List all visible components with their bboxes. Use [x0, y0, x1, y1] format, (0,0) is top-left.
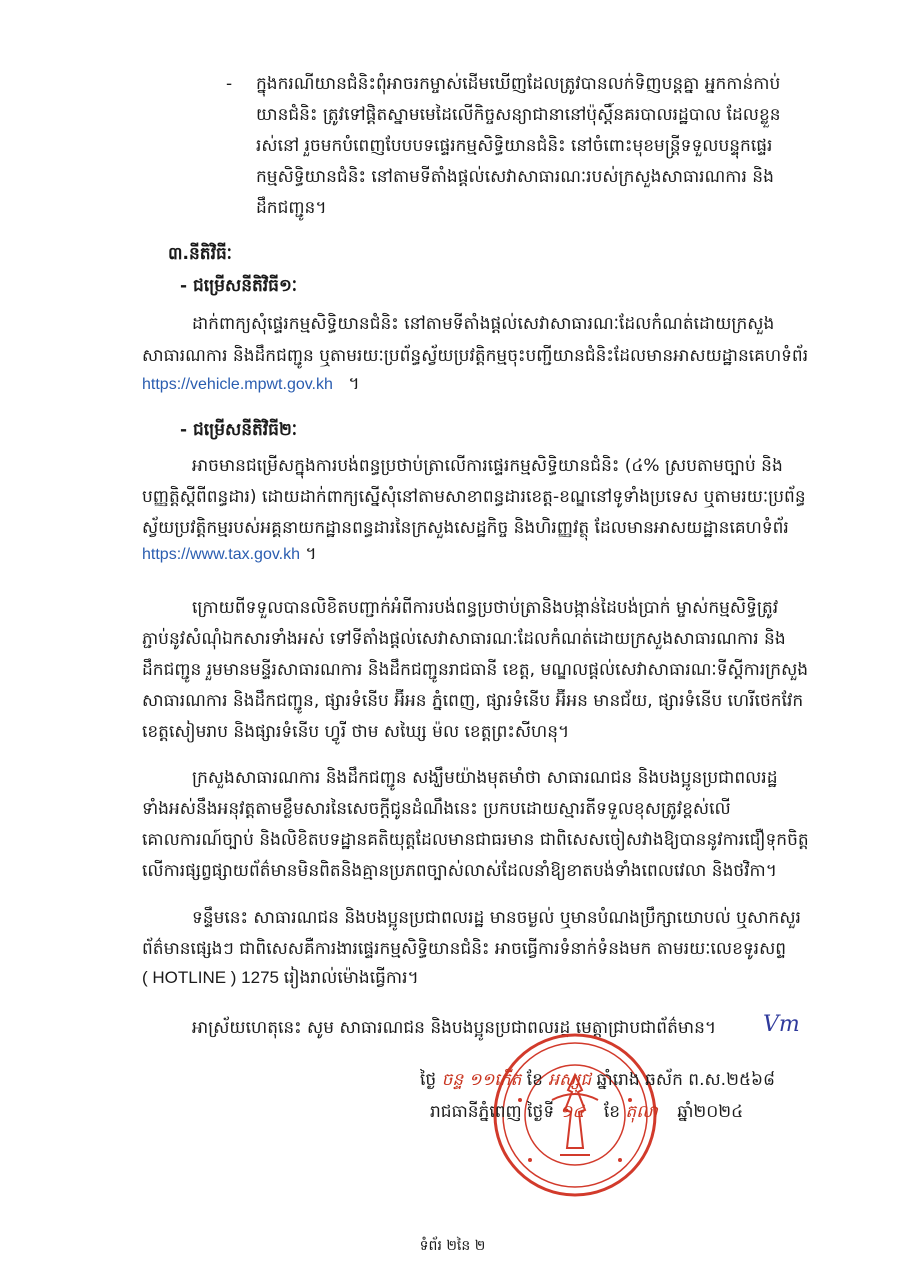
- signature-initial: Vm: [763, 1012, 800, 1037]
- page-number: ទំព័រ ២នៃ ២: [419, 1238, 486, 1254]
- day: ១៤: [559, 1102, 585, 1122]
- paragraph-line: ដឹកជញ្ជូន។: [256, 198, 327, 218]
- lunar-date-line: [420, 1068, 885, 1094]
- line-end: ។: [348, 374, 360, 394]
- paragraph-line: ដឹកជញ្ជូន រួមមានមន្ទីរសាធារណការ និងដឹកជញ្ជូនរាជធានី ខេត្ត, មណ្ឌលផ្តល់សេវាសាធារណៈទីស្តីការក្រសួង: [142, 660, 809, 680]
- paragraph-line: ទន្ទឹមនេះ សាធារណជន និងបងប្អូនប្រជាពលរដ្ឋ មានចម្ងល់ ឬមានបំណងប្រឹក្សាយោបល់ ឬសាកសួរ: [192, 908, 801, 928]
- bullet-dash: -: [226, 74, 233, 94]
- paragraph-line: ស្វ័យប្រវត្តិកម្មរបស់អគ្គនាយកដ្ឋានពន្ធដារនៃក្រសួងសេដ្ឋកិច្ច និងហិរញ្ញវត្ថុ ដែលមានអាសយដ្ឋានគេហទំព័រ: [142, 518, 789, 538]
- paragraph-line: អាចមានជម្រើសក្នុងការបង់ពន្ធប្រថាប់ត្រាលើការផ្ទេរកម្មសិទ្ធិយានជំនិះ (៤% ស្របតាមច្បាប់ និង: [192, 456, 783, 476]
- hotline-line: ( HOTLINE ) 1275 រៀងរាល់ម៉ោងធ្វើការ។: [142, 968, 419, 987]
- line-end: ។: [305, 544, 317, 564]
- lunar-prefix: ថ្ងៃ: [420, 1070, 437, 1090]
- paragraph-line: គោលការណ៍ច្បាប់ និងលិខិតបទដ្ឋានគតិយុត្តដែលមានជាធរមាន ជាពិសេសចៀសវាងឱ្យបាននូវការជឿទុកចិត្ត: [142, 830, 809, 850]
- section-heading: ៣.នីតិវិធីៈ: [168, 244, 232, 264]
- paragraph-line: លើការផ្សព្វផ្សាយព័ត៌មានមិនពិតនិងគ្មានប្រភពច្បាស់លាស់ដែលនាំឱ្យខាតបង់ទាំងពេលវេលា និងថវិកា។: [142, 861, 777, 881]
- paragraph-line: សាធារណការ និងដឹកជញ្ជូន ឬតាមរយៈប្រព័ន្ធស្វ័យប្រវត្តិកម្មចុះបញ្ជីយានជំនិះដែលមានអាសយដ្ឋានគេហទំព័រ: [142, 346, 809, 366]
- tax-website-link[interactable]: https://www.tax.gov.kh: [142, 546, 300, 563]
- option-title: - ជម្រើសនីតិវិធី២ៈ: [180, 420, 298, 440]
- vehicle-registration-link[interactable]: https://vehicle.mpwt.gov.kh: [142, 376, 333, 393]
- paragraph-line: កម្មសិទ្ធិយានជំនិះ នៅតាមទីតាំងផ្តល់សេវាសាធារណៈរបស់ក្រសួងសាធារណការ និង: [256, 167, 774, 187]
- solar-date-line: [430, 1100, 885, 1126]
- link-line: [142, 542, 542, 568]
- paragraph-line: ភ្ជាប់នូវសំណុំឯកសារទាំងអស់ ទៅទីតាំងផ្តល់សេវាសាធារណៈដែលកំណត់ដោយក្រសួងសាធារណការ និង: [142, 629, 786, 649]
- paragraph-line: ដាក់ពាក្យសុំផ្ទេរកម្មសិទ្ធិយានជំនិះ នៅតាមទីតាំងផ្តល់សេវាសាធារណៈដែលកំណត់ដោយក្រសួង: [192, 314, 775, 334]
- closing-line: អាស្រ័យហេតុនេះ សូម សាធារណជន និងបងប្អូនប្រជាពលរដ្ឋ មេត្តាជ្រាបជាព័ត៌មាន។: [192, 1018, 717, 1038]
- paragraph-line: ក្រោយពីទទួលបានលិខិតបញ្ជាក់អំពីការបង់ពន្ធប្រថាប់ត្រានិងបង្កាន់ដៃបង់ប្រាក់ ម្ចាស់កម្មសិទ្ធិត្រូវ: [192, 598, 779, 618]
- lunar-month: អស្សុជ: [548, 1070, 592, 1090]
- month-prefix: ខែ: [603, 1102, 621, 1122]
- paragraph-line: ព័ត៌មានផ្សេងៗ ជាពិសេសគឺការងារផ្ទេរកម្មសិទ្ធិយានជំនិះ អាចធ្វើការទំនាក់ទំនងមក តាមរយៈលេខទូរសព្ទ: [142, 939, 787, 959]
- lunar-day: ចន្ទ ១១កើត: [441, 1070, 522, 1090]
- lunar-year: ឆ្នាំរោង ឆស័ក ព.ស.២៥៦៨: [596, 1070, 776, 1090]
- place-prefix: រាជធានីភ្នំពេញ ថ្ងៃទី: [430, 1102, 555, 1122]
- year: ឆ្នាំ២០២៤: [677, 1102, 744, 1122]
- month: តុលា: [625, 1102, 658, 1122]
- paragraph-line: យានជំនិះ ត្រូវទៅផ្តិតស្នាមមេដៃលើកិច្ចសន្យាជានានៅប៉ុស្តិ៍នគរបាលរដ្ឋបាល ដែលខ្លួន: [256, 105, 781, 125]
- paragraph-line: រស់នៅ រួចមកបំពេញបែបបទផ្ទេរកម្មសិទ្ធិយានជំនិះ នៅចំពោះមុខមន្ត្រីទទួលបន្ទុកផ្ទេរ: [256, 136, 773, 156]
- paragraph-line: ខេត្តសៀមរាប និងផ្សារទំនើប ហ្វូរី ថាម សឃ្សៃ ម៉ល ខេត្តព្រះសីហនុ។: [142, 722, 570, 742]
- lunar-month-prefix: ខែ: [526, 1070, 543, 1090]
- paragraph-line: ក្នុងករណីយានជំនិះពុំអាចរកម្ចាស់ដើមឃើញដែលត្រូវបានលក់ទិញបន្តគ្នា អ្នកកាន់កាប់: [256, 74, 781, 94]
- paragraph-line: ទាំងអស់នឹងអនុវត្តតាមខ្លឹមសារនៃសេចក្តីជូនដំណឹងនេះ ប្រកបដោយស្មារតីទទួលខុសត្រូវខ្ពស់លើ: [142, 799, 731, 819]
- paragraph-line: បញ្ញត្តិស្តីពីពន្ធដារ) ដោយដាក់ពាក្យស្នើសុំនៅតាមសាខាពន្ធដារខេត្ត-ខណ្ឌនៅទូទាំងប្រទេស ឬតាមរយៈប្រព័ន្ធ: [142, 487, 806, 507]
- option-title: - ជម្រើសនីតិវិធី១ៈ: [180, 276, 298, 296]
- paragraph-line: ក្រសួងសាធារណការ និងដឹកជញ្ជូន សង្ឃឹមយ៉ាងមុតមាំថា សាធារណជន និងបងប្អូនប្រជាពលរដ្ឋ: [192, 768, 778, 788]
- link-line: [142, 372, 542, 398]
- paragraph-line: សាធារណការ និងដឹកជញ្ជូន, ផ្សារទំនើប អ៊ីអន ភ្នំពេញ, ផ្សារទំនើប អ៊ីអន មានជ័យ, ផ្សារទំនើប ហេរីថេកវែក: [142, 691, 804, 711]
